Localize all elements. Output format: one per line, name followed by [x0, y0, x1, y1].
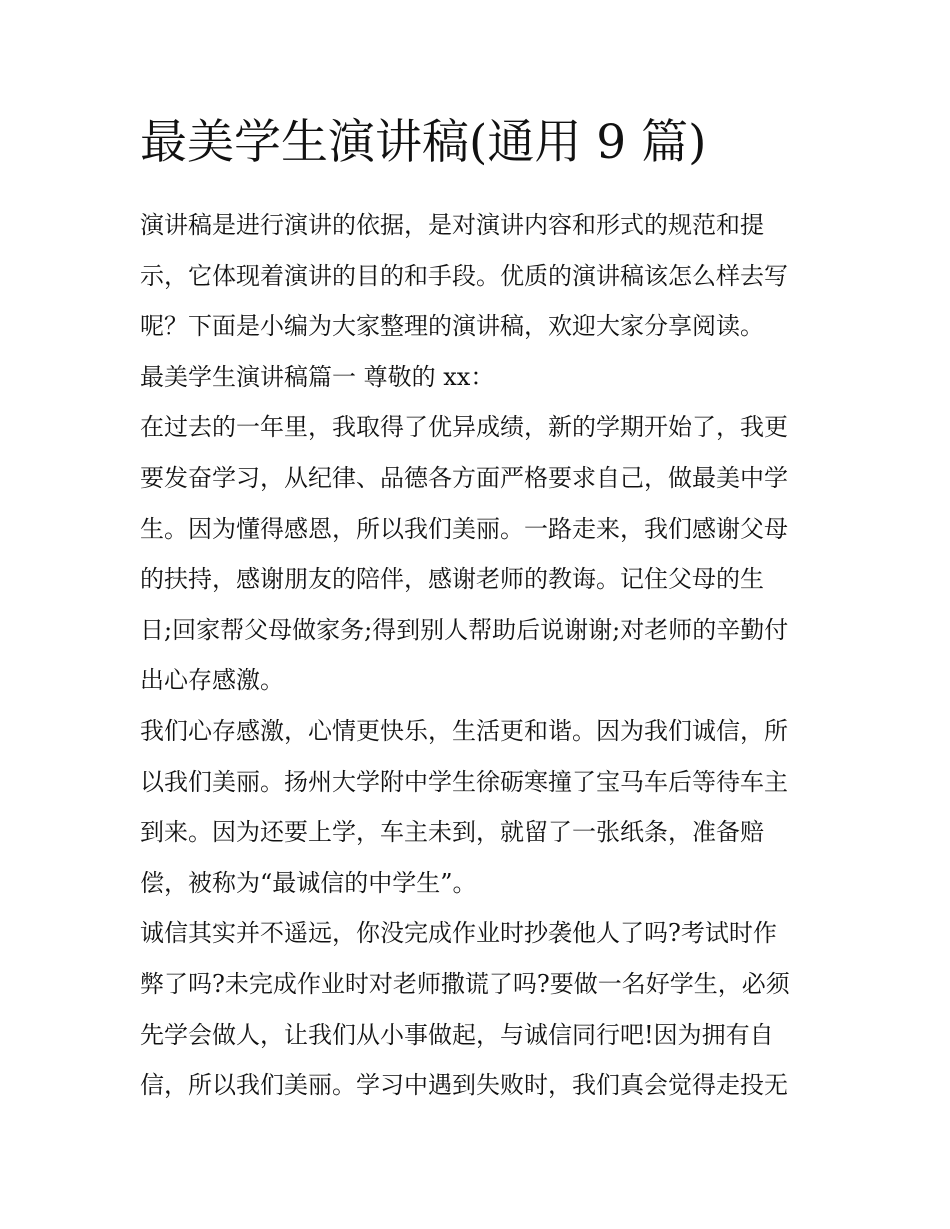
text-line: 生。因为懂得感恩，所以我们美丽。一路走来，我们感谢父母 — [140, 514, 788, 543]
text-line: 以我们美丽。扬州大学附中学生徐砺寒撞了宝马车后等待车主 — [140, 767, 788, 796]
text-line: 到来。因为还要上学，车主未到，就留了一张纸条，准备赔 — [140, 818, 764, 847]
text-line: 演讲稿是进行演讲的依据，是对演讲内容和形式的规范和提 — [140, 211, 764, 239]
text-line: 要发奋学习，从纪律、品德各方面严格要求自己，做最美中学 — [140, 463, 788, 492]
text-line: 的扶持，感谢朋友的陪伴，感谢老师的教诲。记住父母的生 — [140, 565, 764, 594]
text-line: 呢？下面是小编为大家整理的演讲稿，欢迎大家分享阅读。 — [140, 312, 764, 341]
text-line: 示，它体现着演讲的目的和手段。优质的演讲稿该怎么样去写 — [140, 261, 788, 290]
document-title: 最美学生演讲稿(通用 9 篇) — [140, 115, 707, 170]
text-line: 弊了吗?未完成作业时对老师撒谎了吗?要做一名好学生，必须 — [140, 969, 790, 998]
text-line: 在过去的一年里，我取得了优异成绩，新的学期开始了，我更 — [140, 413, 788, 442]
text-line: 诚信其实并不遥远，你没完成作业时抄袭他人了吗?考试时作 — [140, 919, 777, 948]
text-line: 日;回家帮父母做家务;得到别人帮助后说谢谢;对老师的辛勤付 — [140, 615, 789, 644]
text-line: 信，所以我们美丽。学习中遇到失败时，我们真会觉得走投无 — [140, 1071, 788, 1100]
text-line: 先学会做人，让我们从小事做起，与诚信同行吧!因为拥有自 — [140, 1020, 774, 1049]
text-line: 我们心存感激，心情更快乐，生活更和谐。因为我们诚信，所 — [140, 716, 788, 745]
text-line: 出心存感激。 — [140, 666, 284, 695]
document-body — [140, 200, 815, 1111]
section-heading: 最美学生演讲稿篇一 尊敬的 xx： — [140, 362, 495, 391]
text-line: 偿，被称为“最诚信的中学生”。 — [140, 868, 477, 897]
